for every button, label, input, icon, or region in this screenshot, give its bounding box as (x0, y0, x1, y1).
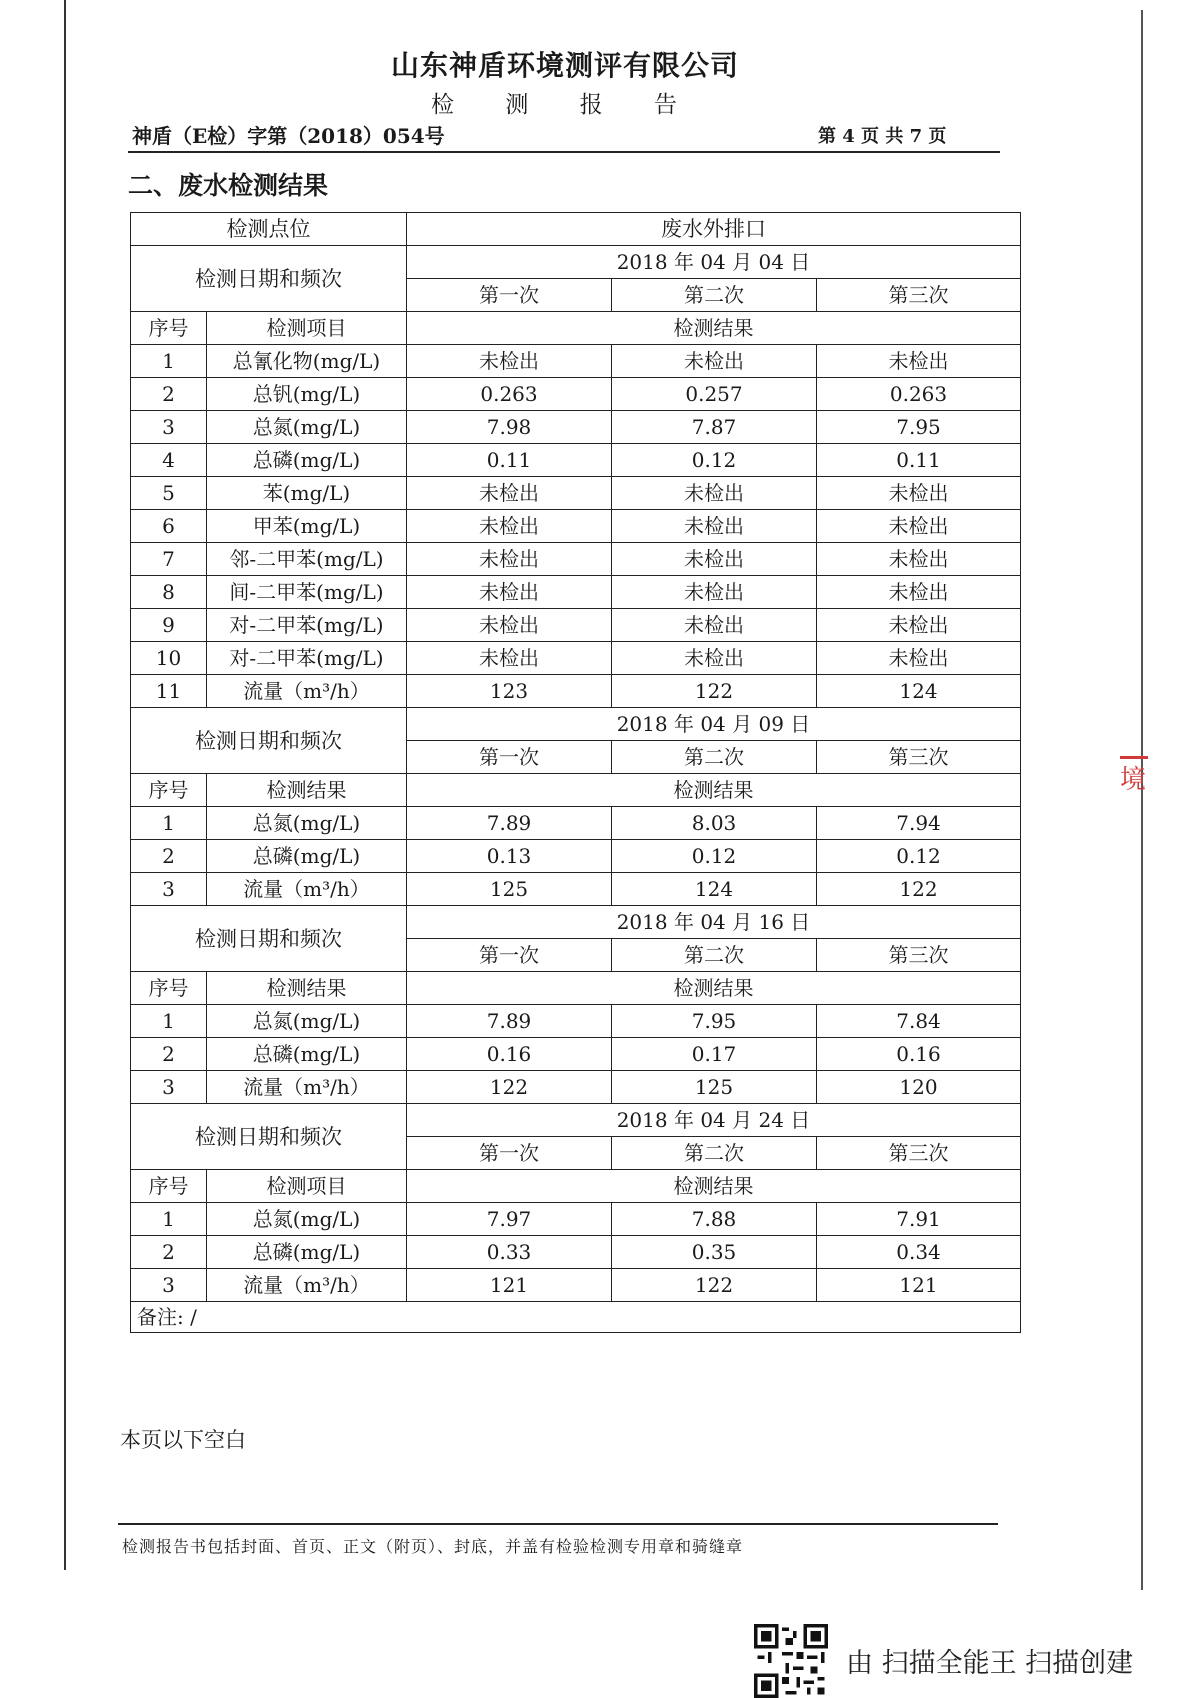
value-cell: 121 (407, 1269, 612, 1302)
value-cell: 未检出 (407, 477, 612, 510)
value-cell: 122 (407, 1071, 612, 1104)
seq-header: 序号 (131, 774, 207, 807)
item-header: 检测项目 (207, 312, 407, 345)
date-freq-label: 检测日期和频次 (131, 708, 407, 774)
table-row (131, 873, 1021, 906)
date-freq-label: 检测日期和频次 (131, 246, 407, 312)
seq-header: 序号 (131, 1170, 207, 1203)
value-cell: 0.11 (817, 444, 1021, 477)
results-table-body (131, 213, 1021, 1333)
seq-cell: 5 (131, 477, 207, 510)
value-cell: 124 (817, 675, 1021, 708)
frequency-header: 第三次 (817, 939, 1021, 972)
table-row (131, 1038, 1021, 1071)
item-cell: 总氮(mg/L) (207, 411, 407, 444)
item-cell: 流量（m³/h） (207, 675, 407, 708)
qr-code-icon (754, 1624, 828, 1698)
value-cell: 0.263 (407, 378, 612, 411)
item-cell: 总氮(mg/L) (207, 1203, 407, 1236)
seq-header: 序号 (131, 312, 207, 345)
value-cell: 未检出 (407, 543, 612, 576)
date-freq-label: 检测日期和频次 (131, 1104, 407, 1170)
value-cell: 7.87 (612, 411, 817, 444)
value-cell: 0.17 (612, 1038, 817, 1071)
frequency-header: 第二次 (612, 939, 817, 972)
test-date: 2018 年 04 月 04 日 (407, 246, 1021, 279)
value-cell: 未检出 (612, 609, 817, 642)
value-cell: 未检出 (612, 345, 817, 378)
document-type: 检 测 报 告 (431, 92, 699, 118)
seq-cell: 1 (131, 345, 207, 378)
seq-cell: 2 (131, 840, 207, 873)
value-cell: 未检出 (817, 642, 1021, 675)
value-cell: 0.11 (407, 444, 612, 477)
value-cell: 未检出 (407, 642, 612, 675)
value-cell: 0.12 (612, 444, 817, 477)
item-cell: 对-二甲苯(mg/L) (207, 642, 407, 675)
table-row (131, 609, 1021, 642)
value-cell: 7.89 (407, 1005, 612, 1038)
value-cell: 0.263 (817, 378, 1021, 411)
seq-cell: 1 (131, 807, 207, 840)
seal-stamp-fragment: 境 (1120, 756, 1148, 805)
value-cell: 未检出 (612, 477, 817, 510)
value-cell: 122 (612, 675, 817, 708)
seq-cell: 1 (131, 1203, 207, 1236)
item-cell: 总钒(mg/L) (207, 378, 407, 411)
point-label: 检测点位 (131, 213, 407, 246)
value-cell: 未检出 (612, 510, 817, 543)
seq-cell: 3 (131, 1269, 207, 1302)
value-cell: 7.89 (407, 807, 612, 840)
table-row (131, 510, 1021, 543)
column-header-row (131, 972, 1021, 1005)
seq-cell: 3 (131, 873, 207, 906)
table-row (131, 444, 1021, 477)
value-cell: 7.88 (612, 1203, 817, 1236)
table-row (131, 807, 1021, 840)
seq-cell: 9 (131, 609, 207, 642)
value-cell: 未检出 (817, 609, 1021, 642)
value-cell: 7.98 (407, 411, 612, 444)
item-cell: 总磷(mg/L) (207, 1236, 407, 1269)
frequency-header: 第一次 (407, 741, 612, 774)
value-cell: 0.13 (407, 840, 612, 873)
item-cell: 流量（m³/h） (207, 1071, 407, 1104)
value-cell: 0.16 (407, 1038, 612, 1071)
value-cell: 125 (612, 1071, 817, 1104)
remark-row (131, 1302, 1021, 1333)
table-row (131, 543, 1021, 576)
value-cell: 未检出 (407, 609, 612, 642)
value-cell: 未检出 (817, 510, 1021, 543)
value-cell: 未检出 (407, 345, 612, 378)
page-number: 第 4 页 共 7 页 (818, 126, 947, 147)
date-freq-label: 检测日期和频次 (131, 906, 407, 972)
table-row (131, 477, 1021, 510)
date-row (131, 1104, 1021, 1137)
test-date: 2018 年 04 月 09 日 (407, 708, 1021, 741)
result-header: 检测结果 (407, 972, 1021, 1005)
item-cell: 对-二甲苯(mg/L) (207, 609, 407, 642)
value-cell: 0.35 (612, 1236, 817, 1269)
value-cell: 未检出 (817, 543, 1021, 576)
table-row (131, 675, 1021, 708)
remark-cell: 备注: / (131, 1302, 1021, 1333)
item-cell: 流量（m³/h） (207, 873, 407, 906)
result-header: 检测结果 (407, 312, 1021, 345)
report-number: 神盾（E检）字第（2018）054号 (132, 124, 445, 148)
table-row (131, 642, 1021, 675)
seq-cell: 1 (131, 1005, 207, 1038)
value-cell: 未检出 (612, 576, 817, 609)
test-date: 2018 年 04 月 24 日 (407, 1104, 1021, 1137)
result-header: 检测结果 (407, 774, 1021, 807)
item-cell: 总磷(mg/L) (207, 444, 407, 477)
value-cell: 8.03 (612, 807, 817, 840)
seq-cell: 7 (131, 543, 207, 576)
value-cell: 7.95 (612, 1005, 817, 1038)
date-row (131, 708, 1021, 741)
seq-cell: 3 (131, 1071, 207, 1104)
item-cell: 总氰化物(mg/L) (207, 345, 407, 378)
value-cell: 7.95 (817, 411, 1021, 444)
item-cell: 总氮(mg/L) (207, 1005, 407, 1038)
seq-cell: 2 (131, 1038, 207, 1071)
item-cell: 流量（m³/h） (207, 1269, 407, 1302)
value-cell: 0.12 (817, 840, 1021, 873)
frequency-header: 第二次 (612, 1137, 817, 1170)
item-cell: 苯(mg/L) (207, 477, 407, 510)
seq-cell: 3 (131, 411, 207, 444)
value-cell: 122 (612, 1269, 817, 1302)
value-cell: 7.94 (817, 807, 1021, 840)
value-cell: 未检出 (407, 576, 612, 609)
value-cell: 未检出 (612, 543, 817, 576)
item-cell: 邻-二甲苯(mg/L) (207, 543, 407, 576)
table-row (131, 1203, 1021, 1236)
value-cell: 122 (817, 873, 1021, 906)
value-cell: 未检出 (407, 510, 612, 543)
value-cell: 0.34 (817, 1236, 1021, 1269)
date-row (131, 906, 1021, 939)
footer-note: 检测报告书包括封面、首页、正文（附页）、封底，并盖有检验检测专用章和骑缝章 (122, 1537, 744, 1556)
item-header: 检测结果 (207, 972, 407, 1005)
item-cell: 总磷(mg/L) (207, 840, 407, 873)
value-cell: 0.257 (612, 378, 817, 411)
results-table (130, 212, 1021, 1333)
result-header: 检测结果 (407, 1170, 1021, 1203)
item-header: 检测结果 (207, 774, 407, 807)
value-cell: 0.12 (612, 840, 817, 873)
column-header-row (131, 774, 1021, 807)
value-cell: 124 (612, 873, 817, 906)
value-cell: 未检出 (612, 642, 817, 675)
table-row (131, 1071, 1021, 1104)
point-value: 废水外排口 (407, 213, 1021, 246)
table-row (131, 840, 1021, 873)
value-cell: 120 (817, 1071, 1021, 1104)
company-name: 山东神盾环境测评有限公司 (390, 49, 739, 82)
header-divider (128, 151, 1000, 153)
footer-divider (118, 1523, 998, 1525)
table-row (131, 1236, 1021, 1269)
frequency-header: 第二次 (612, 279, 817, 312)
scanner-watermark: 由 扫描全能王 扫描创建 (846, 1648, 1134, 1679)
value-cell: 7.97 (407, 1203, 612, 1236)
item-cell: 总氮(mg/L) (207, 807, 407, 840)
column-header-row (131, 312, 1021, 345)
item-header: 检测项目 (207, 1170, 407, 1203)
date-row (131, 246, 1021, 279)
value-cell: 0.16 (817, 1038, 1021, 1071)
seq-cell: 4 (131, 444, 207, 477)
frequency-header: 第二次 (612, 741, 817, 774)
blank-page-note: 本页以下空白 (120, 1428, 246, 1452)
page-edge-left (64, 0, 66, 1570)
value-cell: 125 (407, 873, 612, 906)
seq-header: 序号 (131, 972, 207, 1005)
seq-cell: 6 (131, 510, 207, 543)
value-cell: 123 (407, 675, 612, 708)
table-row (131, 378, 1021, 411)
seq-cell: 10 (131, 642, 207, 675)
value-cell: 121 (817, 1269, 1021, 1302)
item-cell: 甲苯(mg/L) (207, 510, 407, 543)
value-cell: 7.91 (817, 1203, 1021, 1236)
frequency-header: 第一次 (407, 1137, 612, 1170)
item-cell: 总磷(mg/L) (207, 1038, 407, 1071)
table-row (131, 1005, 1021, 1038)
frequency-header: 第三次 (817, 741, 1021, 774)
frequency-header: 第三次 (817, 1137, 1021, 1170)
item-cell: 间-二甲苯(mg/L) (207, 576, 407, 609)
column-header-row (131, 1170, 1021, 1203)
seq-cell: 8 (131, 576, 207, 609)
seq-cell: 2 (131, 378, 207, 411)
table-row (131, 411, 1021, 444)
frequency-header: 第三次 (817, 279, 1021, 312)
value-cell: 未检出 (817, 345, 1021, 378)
frequency-header: 第一次 (407, 939, 612, 972)
value-cell: 未检出 (817, 576, 1021, 609)
seq-cell: 11 (131, 675, 207, 708)
test-date: 2018 年 04 月 16 日 (407, 906, 1021, 939)
section-title: 二、废水检测结果 (128, 171, 329, 200)
table-row (131, 345, 1021, 378)
seq-cell: 2 (131, 1236, 207, 1269)
value-cell: 7.84 (817, 1005, 1021, 1038)
table-row (131, 576, 1021, 609)
table-row (131, 1269, 1021, 1302)
value-cell: 未检出 (817, 477, 1021, 510)
frequency-header: 第一次 (407, 279, 612, 312)
value-cell: 0.33 (407, 1236, 612, 1269)
table-row (131, 213, 1021, 246)
